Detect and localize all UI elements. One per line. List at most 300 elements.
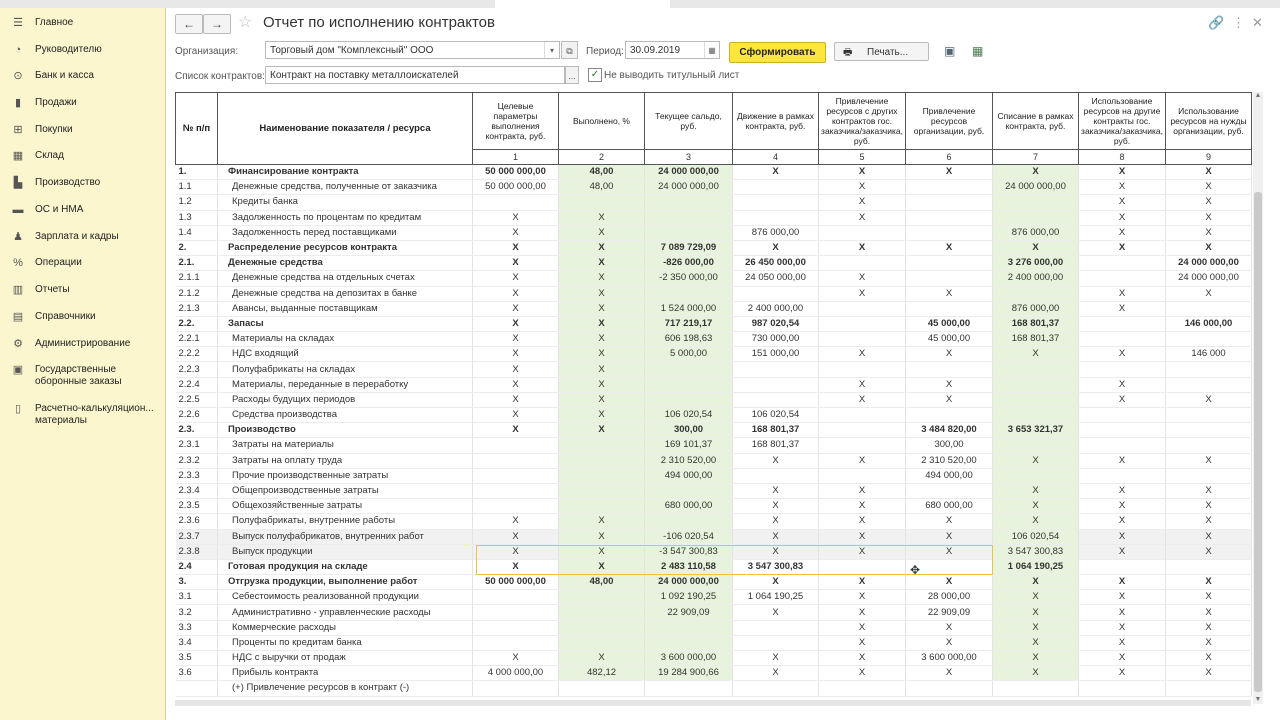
value-cell[interactable]: X bbox=[559, 408, 645, 423]
generate-button[interactable]: Сформировать bbox=[729, 42, 826, 63]
value-cell[interactable]: X bbox=[1079, 575, 1166, 590]
window-tab-active[interactable] bbox=[495, 0, 671, 8]
window-tab[interactable] bbox=[1125, 0, 1280, 8]
value-cell[interactable] bbox=[906, 195, 993, 210]
value-cell[interactable] bbox=[733, 210, 819, 225]
value-cell[interactable]: X bbox=[993, 620, 1079, 635]
value-cell[interactable]: -3 547 300,83 bbox=[645, 544, 733, 559]
value-cell[interactable]: X bbox=[1166, 651, 1252, 666]
scrollbar-thumb[interactable] bbox=[1254, 192, 1262, 692]
value-cell[interactable]: X bbox=[819, 210, 906, 225]
table-row[interactable] bbox=[176, 453, 1252, 468]
value-cell[interactable]: X bbox=[1166, 225, 1252, 240]
value-cell[interactable] bbox=[1166, 408, 1252, 423]
row-number-cell[interactable]: 2.3.5 bbox=[176, 499, 218, 514]
value-cell[interactable]: X bbox=[819, 499, 906, 514]
row-number-cell[interactable]: 2.2.2 bbox=[176, 347, 218, 362]
sidebar-item[interactable] bbox=[0, 257, 165, 270]
value-cell[interactable]: X bbox=[1166, 499, 1252, 514]
value-cell[interactable]: X bbox=[473, 529, 559, 544]
value-cell[interactable]: X bbox=[473, 408, 559, 423]
value-cell[interactable]: X bbox=[819, 392, 906, 407]
period-input[interactable] bbox=[625, 41, 720, 59]
table-row[interactable] bbox=[176, 499, 1252, 514]
value-cell[interactable]: X bbox=[473, 256, 559, 271]
value-cell[interactable] bbox=[819, 468, 906, 483]
row-name-cell[interactable]: Общепроизводственные затраты bbox=[218, 483, 473, 498]
value-cell[interactable]: 151 000,00 bbox=[733, 347, 819, 362]
value-cell[interactable] bbox=[733, 362, 819, 377]
value-cell[interactable] bbox=[906, 210, 993, 225]
row-name-cell[interactable]: Денежные средства bbox=[218, 256, 473, 271]
value-cell[interactable]: X bbox=[559, 256, 645, 271]
value-cell[interactable]: X bbox=[819, 483, 906, 498]
row-number-cell[interactable]: 2.2.6 bbox=[176, 408, 218, 423]
value-cell[interactable] bbox=[473, 468, 559, 483]
value-cell[interactable] bbox=[733, 195, 819, 210]
value-cell[interactable] bbox=[645, 483, 733, 498]
value-cell[interactable] bbox=[645, 225, 733, 240]
value-cell[interactable]: 22 909,09 bbox=[906, 605, 993, 620]
value-cell[interactable]: X bbox=[473, 271, 559, 286]
value-cell[interactable]: X bbox=[1079, 529, 1166, 544]
row-number-cell[interactable]: 2.3.8 bbox=[176, 544, 218, 559]
value-cell[interactable]: 300,00 bbox=[906, 438, 993, 453]
value-cell[interactable]: 1 092 190,25 bbox=[645, 590, 733, 605]
value-cell[interactable] bbox=[993, 438, 1079, 453]
value-cell[interactable] bbox=[733, 468, 819, 483]
value-cell[interactable]: X bbox=[1166, 392, 1252, 407]
value-cell[interactable]: X bbox=[906, 377, 993, 392]
value-cell[interactable]: 2 310 520,00 bbox=[645, 453, 733, 468]
value-cell[interactable] bbox=[733, 377, 819, 392]
value-cell[interactable]: X bbox=[559, 210, 645, 225]
table-row[interactable] bbox=[176, 514, 1252, 529]
value-cell[interactable]: X bbox=[473, 210, 559, 225]
row-name-cell[interactable]: Кредиты банка bbox=[218, 195, 473, 210]
row-number-cell[interactable]: 1.2 bbox=[176, 195, 218, 210]
value-cell[interactable]: 146 000,00 bbox=[1166, 316, 1252, 331]
value-cell[interactable] bbox=[733, 620, 819, 635]
value-cell[interactable] bbox=[906, 271, 993, 286]
value-cell[interactable]: 3 547 300,83 bbox=[733, 559, 819, 574]
row-name-cell[interactable]: Выпуск полуфабрикатов, внутренних работ bbox=[218, 529, 473, 544]
row-number-cell[interactable]: 2.2. bbox=[176, 316, 218, 331]
value-cell[interactable] bbox=[1079, 256, 1166, 271]
row-name-cell[interactable]: Выпуск продукции bbox=[218, 544, 473, 559]
value-cell[interactable]: X bbox=[733, 499, 819, 514]
row-number-cell[interactable]: 1.1 bbox=[176, 180, 218, 195]
value-cell[interactable]: X bbox=[473, 332, 559, 347]
value-cell[interactable]: 106 020,54 bbox=[733, 408, 819, 423]
value-cell[interactable]: 987 020,54 bbox=[733, 316, 819, 331]
row-name-cell[interactable]: Административно - управленческие расходы bbox=[218, 605, 473, 620]
value-cell[interactable]: 169 101,37 bbox=[645, 438, 733, 453]
row-number-cell[interactable]: 2.1.1 bbox=[176, 271, 218, 286]
value-cell[interactable]: 876 000,00 bbox=[993, 301, 1079, 316]
value-cell[interactable]: 168 801,37 bbox=[733, 438, 819, 453]
value-cell[interactable] bbox=[1079, 316, 1166, 331]
value-cell[interactable]: X bbox=[473, 347, 559, 362]
value-cell[interactable] bbox=[473, 438, 559, 453]
row-name-cell[interactable]: Затраты на оплату труда bbox=[218, 453, 473, 468]
value-cell[interactable]: X bbox=[1166, 666, 1252, 681]
value-cell[interactable]: 45 000,00 bbox=[906, 316, 993, 331]
row-name-cell[interactable]: Средства производства bbox=[218, 408, 473, 423]
value-cell[interactable]: 680 000,00 bbox=[645, 499, 733, 514]
value-cell[interactable]: X bbox=[1079, 453, 1166, 468]
value-cell[interactable]: X bbox=[1166, 635, 1252, 650]
value-cell[interactable] bbox=[473, 605, 559, 620]
value-cell[interactable] bbox=[1079, 423, 1166, 438]
value-cell[interactable]: 2 400 000,00 bbox=[993, 271, 1079, 286]
value-cell[interactable]: X bbox=[819, 605, 906, 620]
value-cell[interactable]: X bbox=[906, 165, 993, 180]
value-cell[interactable] bbox=[1079, 438, 1166, 453]
value-cell[interactable] bbox=[559, 195, 645, 210]
value-cell[interactable]: X bbox=[1079, 225, 1166, 240]
value-cell[interactable] bbox=[473, 620, 559, 635]
value-cell[interactable] bbox=[906, 225, 993, 240]
value-cell[interactable] bbox=[1166, 301, 1252, 316]
table-row[interactable] bbox=[176, 651, 1252, 666]
row-number-cell[interactable]: 2.3.1 bbox=[176, 438, 218, 453]
value-cell[interactable] bbox=[1166, 332, 1252, 347]
value-cell[interactable]: X bbox=[1079, 347, 1166, 362]
value-cell[interactable] bbox=[1079, 271, 1166, 286]
window-tab[interactable] bbox=[670, 0, 806, 8]
value-cell[interactable] bbox=[645, 286, 733, 301]
row-name-cell[interactable]: Задолженность перед поставщиками bbox=[218, 225, 473, 240]
value-cell[interactable]: X bbox=[473, 362, 559, 377]
value-cell[interactable]: 482,12 bbox=[559, 666, 645, 681]
value-cell[interactable]: X bbox=[473, 514, 559, 529]
value-cell[interactable]: 24 000 000,00 bbox=[645, 575, 733, 590]
value-cell[interactable] bbox=[906, 483, 993, 498]
value-cell[interactable]: 1 524 000,00 bbox=[645, 301, 733, 316]
value-cell[interactable]: X bbox=[1079, 392, 1166, 407]
value-cell[interactable]: 717 219,17 bbox=[645, 316, 733, 331]
value-cell[interactable]: 24 000 000,00 bbox=[645, 180, 733, 195]
value-cell[interactable]: 48,00 bbox=[559, 165, 645, 180]
value-cell[interactable]: X bbox=[473, 316, 559, 331]
row-name-cell[interactable]: Проценты по кредитам банка bbox=[218, 635, 473, 650]
value-cell[interactable] bbox=[819, 301, 906, 316]
row-number-cell[interactable]: 1.3 bbox=[176, 210, 218, 225]
value-cell[interactable] bbox=[993, 408, 1079, 423]
value-cell[interactable]: X bbox=[559, 240, 645, 255]
table-row[interactable] bbox=[176, 408, 1252, 423]
table-row[interactable] bbox=[176, 392, 1252, 407]
value-cell[interactable] bbox=[1166, 559, 1252, 574]
value-cell[interactable]: X bbox=[473, 392, 559, 407]
value-cell[interactable]: X bbox=[473, 559, 559, 574]
sidebar-item[interactable] bbox=[0, 204, 165, 217]
value-cell[interactable] bbox=[645, 195, 733, 210]
row-name-cell[interactable]: Прибыль контракта bbox=[218, 666, 473, 681]
table-row[interactable] bbox=[176, 240, 1252, 255]
value-cell[interactable]: 3 547 300,83 bbox=[993, 544, 1079, 559]
value-cell[interactable]: X bbox=[819, 590, 906, 605]
sidebar-item[interactable] bbox=[0, 44, 165, 57]
value-cell[interactable]: 876 000,00 bbox=[733, 225, 819, 240]
row-name-cell[interactable]: Денежные средства, полученные от заказчика bbox=[218, 180, 473, 195]
value-cell[interactable]: X bbox=[473, 544, 559, 559]
value-cell[interactable] bbox=[559, 468, 645, 483]
value-cell[interactable] bbox=[1166, 681, 1252, 696]
value-cell[interactable]: 146 000 bbox=[1166, 347, 1252, 362]
sidebar-item[interactable] bbox=[0, 17, 165, 30]
value-cell[interactable]: X bbox=[906, 286, 993, 301]
table-row[interactable] bbox=[176, 347, 1252, 362]
window-tab[interactable] bbox=[965, 0, 1126, 8]
value-cell[interactable]: X bbox=[819, 195, 906, 210]
table-row[interactable] bbox=[176, 210, 1252, 225]
value-cell[interactable] bbox=[559, 453, 645, 468]
sidebar-item[interactable] bbox=[0, 70, 165, 83]
value-cell[interactable]: -826 000,00 bbox=[645, 256, 733, 271]
value-cell[interactable]: X bbox=[906, 544, 993, 559]
value-cell[interactable] bbox=[559, 483, 645, 498]
table-row[interactable] bbox=[176, 438, 1252, 453]
value-cell[interactable]: X bbox=[906, 666, 993, 681]
value-cell[interactable] bbox=[993, 392, 1079, 407]
row-name-cell[interactable]: Коммерческие расходы bbox=[218, 620, 473, 635]
value-cell[interactable] bbox=[993, 468, 1079, 483]
horizontal-scrollbar[interactable] bbox=[175, 700, 1251, 706]
row-number-cell[interactable]: 2.1. bbox=[176, 256, 218, 271]
sidebar-item[interactable] bbox=[0, 311, 165, 324]
value-cell[interactable] bbox=[645, 362, 733, 377]
value-cell[interactable]: 26 450 000,00 bbox=[733, 256, 819, 271]
value-cell[interactable]: X bbox=[1166, 195, 1252, 210]
value-cell[interactable] bbox=[1079, 362, 1166, 377]
value-cell[interactable]: X bbox=[559, 271, 645, 286]
value-cell[interactable] bbox=[993, 377, 1079, 392]
table-row[interactable] bbox=[176, 483, 1252, 498]
value-cell[interactable] bbox=[1166, 423, 1252, 438]
sidebar-item[interactable] bbox=[0, 403, 165, 427]
contracts-picker-button[interactable]: ... bbox=[565, 66, 579, 84]
org-select[interactable] bbox=[265, 41, 560, 59]
value-cell[interactable]: X bbox=[819, 240, 906, 255]
value-cell[interactable] bbox=[993, 195, 1079, 210]
table-row[interactable] bbox=[176, 165, 1252, 180]
value-cell[interactable]: 3 653 321,37 bbox=[993, 423, 1079, 438]
row-number-cell[interactable]: 2. bbox=[176, 240, 218, 255]
row-name-cell[interactable]: Денежные средства на отдельных счетах bbox=[218, 271, 473, 286]
value-cell[interactable]: X bbox=[906, 240, 993, 255]
value-cell[interactable]: 5 000,00 bbox=[645, 347, 733, 362]
table-row[interactable] bbox=[176, 225, 1252, 240]
value-cell[interactable]: X bbox=[906, 620, 993, 635]
value-cell[interactable]: X bbox=[819, 575, 906, 590]
value-cell[interactable]: X bbox=[993, 453, 1079, 468]
row-number-cell[interactable]: 2.2.1 bbox=[176, 332, 218, 347]
table-row[interactable] bbox=[176, 316, 1252, 331]
value-cell[interactable]: X bbox=[819, 620, 906, 635]
value-cell[interactable] bbox=[645, 635, 733, 650]
row-number-cell[interactable]: 2.2.3 bbox=[176, 362, 218, 377]
table-row[interactable] bbox=[176, 180, 1252, 195]
value-cell[interactable] bbox=[819, 225, 906, 240]
value-cell[interactable]: X bbox=[1079, 240, 1166, 255]
value-cell[interactable]: 168 801,37 bbox=[733, 423, 819, 438]
value-cell[interactable]: X bbox=[906, 347, 993, 362]
value-cell[interactable]: 3 484 820,00 bbox=[906, 423, 993, 438]
value-cell[interactable]: 2 400 000,00 bbox=[733, 301, 819, 316]
value-cell[interactable]: X bbox=[1079, 605, 1166, 620]
no-title-label[interactable]: Не выводить титульный лист bbox=[604, 70, 740, 81]
value-cell[interactable]: X bbox=[1166, 483, 1252, 498]
value-cell[interactable] bbox=[1079, 681, 1166, 696]
favorite-star-icon[interactable]: ☆ bbox=[238, 14, 253, 31]
value-cell[interactable]: 3 600 000,00 bbox=[645, 651, 733, 666]
row-number-cell[interactable]: 3.2 bbox=[176, 605, 218, 620]
row-number-cell[interactable]: 3.1 bbox=[176, 590, 218, 605]
value-cell[interactable]: X bbox=[1079, 195, 1166, 210]
calendar-icon[interactable]: ▦ bbox=[704, 42, 719, 58]
table-row[interactable] bbox=[176, 468, 1252, 483]
value-cell[interactable]: X bbox=[819, 666, 906, 681]
value-cell[interactable]: X bbox=[993, 347, 1079, 362]
table-row[interactable] bbox=[176, 377, 1252, 392]
value-cell[interactable]: X bbox=[819, 544, 906, 559]
back-button[interactable]: ← bbox=[175, 14, 203, 34]
value-cell[interactable]: X bbox=[1079, 483, 1166, 498]
value-cell[interactable] bbox=[1079, 468, 1166, 483]
forward-button[interactable]: → bbox=[203, 14, 231, 34]
value-cell[interactable]: 168 801,37 bbox=[993, 332, 1079, 347]
value-cell[interactable]: X bbox=[733, 605, 819, 620]
value-cell[interactable]: X bbox=[819, 635, 906, 650]
value-cell[interactable]: X bbox=[733, 666, 819, 681]
value-cell[interactable]: X bbox=[1166, 180, 1252, 195]
value-cell[interactable]: X bbox=[1166, 529, 1252, 544]
value-cell[interactable] bbox=[733, 635, 819, 650]
value-cell[interactable] bbox=[993, 210, 1079, 225]
value-cell[interactable]: 24 000 000,00 bbox=[645, 165, 733, 180]
value-cell[interactable] bbox=[819, 362, 906, 377]
value-cell[interactable]: 24 000 000,00 bbox=[1166, 271, 1252, 286]
value-cell[interactable]: X bbox=[993, 666, 1079, 681]
value-cell[interactable]: 48,00 bbox=[559, 180, 645, 195]
row-number-cell[interactable]: 2.1.2 bbox=[176, 286, 218, 301]
value-cell[interactable] bbox=[473, 635, 559, 650]
value-cell[interactable] bbox=[819, 438, 906, 453]
value-cell[interactable]: X bbox=[1166, 240, 1252, 255]
value-cell[interactable]: X bbox=[473, 225, 559, 240]
value-cell[interactable] bbox=[819, 681, 906, 696]
value-cell[interactable] bbox=[1166, 468, 1252, 483]
value-cell[interactable] bbox=[645, 514, 733, 529]
value-cell[interactable] bbox=[1166, 362, 1252, 377]
value-cell[interactable] bbox=[473, 453, 559, 468]
value-cell[interactable] bbox=[1166, 377, 1252, 392]
value-cell[interactable]: X bbox=[906, 529, 993, 544]
table-row[interactable] bbox=[176, 605, 1252, 620]
value-cell[interactable]: 48,00 bbox=[559, 575, 645, 590]
value-cell[interactable]: X bbox=[473, 286, 559, 301]
value-cell[interactable]: X bbox=[1166, 453, 1252, 468]
row-number-cell[interactable]: 3.4 bbox=[176, 635, 218, 650]
value-cell[interactable]: X bbox=[1079, 499, 1166, 514]
value-cell[interactable] bbox=[906, 408, 993, 423]
value-cell[interactable]: 24 000 000,00 bbox=[1166, 256, 1252, 271]
value-cell[interactable] bbox=[906, 681, 993, 696]
print-button[interactable] bbox=[834, 42, 929, 61]
value-cell[interactable]: 22 909,09 bbox=[645, 605, 733, 620]
sidebar-item[interactable] bbox=[0, 150, 165, 163]
value-cell[interactable] bbox=[473, 590, 559, 605]
value-cell[interactable]: X bbox=[993, 575, 1079, 590]
value-cell[interactable] bbox=[559, 635, 645, 650]
value-cell[interactable]: X bbox=[906, 392, 993, 407]
value-cell[interactable]: X bbox=[733, 165, 819, 180]
value-cell[interactable]: 606 198,63 bbox=[645, 332, 733, 347]
value-cell[interactable]: X bbox=[1166, 210, 1252, 225]
table-row[interactable] bbox=[176, 286, 1252, 301]
value-cell[interactable]: X bbox=[473, 377, 559, 392]
table-row[interactable] bbox=[176, 362, 1252, 377]
value-cell[interactable]: X bbox=[559, 362, 645, 377]
value-cell[interactable] bbox=[559, 620, 645, 635]
value-cell[interactable]: X bbox=[1079, 286, 1166, 301]
value-cell[interactable] bbox=[559, 681, 645, 696]
table-row[interactable] bbox=[176, 544, 1252, 559]
row-name-cell[interactable]: Готовая продукция на складе bbox=[218, 559, 473, 574]
value-cell[interactable] bbox=[733, 681, 819, 696]
value-cell[interactable]: X bbox=[559, 423, 645, 438]
value-cell[interactable]: X bbox=[993, 514, 1079, 529]
value-cell[interactable]: X bbox=[819, 347, 906, 362]
row-number-cell[interactable]: 3.3 bbox=[176, 620, 218, 635]
value-cell[interactable]: 50 000 000,00 bbox=[473, 165, 559, 180]
value-cell[interactable]: 106 020,54 bbox=[645, 408, 733, 423]
sidebar-item[interactable] bbox=[0, 231, 165, 244]
value-cell[interactable] bbox=[473, 681, 559, 696]
value-cell[interactable]: X bbox=[819, 514, 906, 529]
row-name-cell[interactable]: Затраты на материалы bbox=[218, 438, 473, 453]
value-cell[interactable]: X bbox=[1166, 286, 1252, 301]
value-cell[interactable] bbox=[473, 499, 559, 514]
table-row[interactable] bbox=[176, 256, 1252, 271]
value-cell[interactable]: 106 020,54 bbox=[993, 529, 1079, 544]
value-cell[interactable]: X bbox=[733, 529, 819, 544]
value-cell[interactable]: X bbox=[1079, 301, 1166, 316]
sidebar-item[interactable] bbox=[0, 338, 165, 351]
window-tab[interactable] bbox=[330, 0, 496, 8]
value-cell[interactable]: X bbox=[733, 240, 819, 255]
row-name-cell[interactable]: Полуфабрикаты на складах bbox=[218, 362, 473, 377]
value-cell[interactable]: X bbox=[733, 651, 819, 666]
row-number-cell[interactable]: 3. bbox=[176, 575, 218, 590]
value-cell[interactable]: X bbox=[993, 651, 1079, 666]
value-cell[interactable]: X bbox=[1166, 605, 1252, 620]
value-cell[interactable] bbox=[993, 362, 1079, 377]
value-cell[interactable] bbox=[1079, 332, 1166, 347]
row-number-cell[interactable]: 2.3.6 bbox=[176, 514, 218, 529]
value-cell[interactable]: X bbox=[733, 514, 819, 529]
value-cell[interactable]: X bbox=[559, 316, 645, 331]
value-cell[interactable]: X bbox=[1166, 165, 1252, 180]
table-row[interactable] bbox=[176, 575, 1252, 590]
window-tab[interactable] bbox=[165, 0, 331, 8]
settings-grid-icon[interactable]: ▦ bbox=[972, 44, 984, 58]
value-cell[interactable] bbox=[559, 590, 645, 605]
row-number-cell[interactable]: 2.2.4 bbox=[176, 377, 218, 392]
value-cell[interactable]: X bbox=[1079, 635, 1166, 650]
